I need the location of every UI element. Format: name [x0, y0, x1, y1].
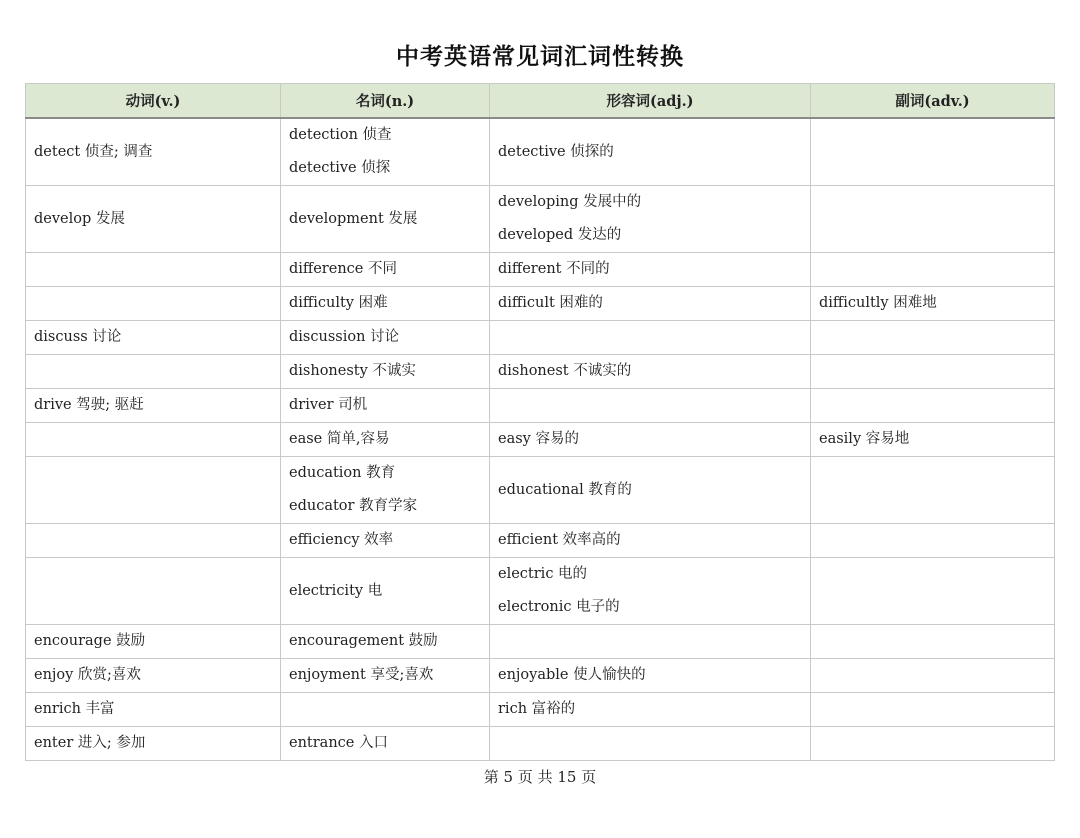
- word-entry: developed 发达的: [498, 227, 622, 243]
- adjective-cell: [490, 625, 811, 659]
- adjective-cell: [490, 558, 811, 625]
- word-entry: discuss 讨论: [34, 329, 122, 345]
- adverb-cell: [811, 727, 1055, 761]
- table-row: [26, 693, 1055, 727]
- verb-cell: [26, 253, 281, 287]
- noun-cell: [281, 287, 490, 321]
- table-row: [26, 727, 1055, 761]
- verb-cell: [26, 118, 281, 186]
- adverb-cell: [811, 186, 1055, 253]
- word-entry: dishonesty 不诚实: [289, 363, 416, 379]
- table-row: [26, 625, 1055, 659]
- verb-cell: [26, 625, 281, 659]
- adjective-cell: [490, 659, 811, 693]
- noun-cell: [281, 457, 490, 524]
- word-entry: detective 侦探的: [498, 143, 614, 160]
- noun-cell: [281, 625, 490, 659]
- verb-cell: [26, 389, 281, 423]
- table-row: [26, 253, 1055, 287]
- adverb-cell: [811, 558, 1055, 625]
- word-entry: different 不同的: [498, 261, 610, 277]
- table-header-row: [26, 84, 1055, 119]
- adjective-cell: [490, 693, 811, 727]
- table-row: [26, 118, 1055, 186]
- word-entry: encourage 鼓励: [34, 633, 146, 649]
- noun-cell: [281, 186, 490, 253]
- word-entry: development 发展: [289, 210, 418, 227]
- word-entry: education 教育: [289, 465, 396, 481]
- noun-cell: [281, 321, 490, 355]
- verb-cell: [26, 423, 281, 457]
- verb-cell: [26, 558, 281, 625]
- verb-cell: [26, 321, 281, 355]
- word-entry: discussion 讨论: [289, 329, 400, 345]
- table-row: [26, 355, 1055, 389]
- verb-cell: [26, 287, 281, 321]
- word-entry: detection 侦查: [289, 127, 392, 143]
- vocabulary-table: [25, 83, 1055, 761]
- table-row: [26, 457, 1055, 524]
- word-entry: enjoyment 享受;喜欢: [289, 667, 434, 683]
- adjective-cell: [490, 389, 811, 423]
- word-entry: detective 侦探: [289, 160, 391, 176]
- verb-cell: [26, 659, 281, 693]
- table-row: [26, 659, 1055, 693]
- verb-cell: [26, 524, 281, 558]
- word-entry: difficulty 困难: [289, 295, 388, 311]
- word-entry: dishonest 不诚实的: [498, 363, 632, 379]
- word-entry: electric 电的: [498, 566, 588, 582]
- verb-cell: [26, 186, 281, 253]
- table-row: [26, 321, 1055, 355]
- adverb-cell: [811, 423, 1055, 457]
- adjective-cell: [490, 727, 811, 761]
- adverb-cell: [811, 118, 1055, 186]
- word-entry: detect 侦查; 调查: [34, 143, 153, 160]
- word-entry: difficultly 困难地: [819, 295, 937, 311]
- page-title: 中考英语常见词汇词性转换: [396, 43, 684, 70]
- adjective-cell: [490, 321, 811, 355]
- noun-cell: [281, 727, 490, 761]
- word-entry: rich 富裕的: [498, 701, 576, 717]
- header-verb: 动词(v.): [26, 84, 281, 119]
- noun-cell: [281, 118, 490, 186]
- table-row: [26, 524, 1055, 558]
- noun-cell: [281, 355, 490, 389]
- noun-cell: [281, 253, 490, 287]
- word-entry: efficiency 效率: [289, 532, 394, 548]
- adjective-cell: [490, 524, 811, 558]
- noun-cell: [281, 659, 490, 693]
- table-row: [26, 423, 1055, 457]
- adverb-cell: [811, 457, 1055, 524]
- word-entry: efficient 效率高的: [498, 532, 621, 548]
- word-entry: enjoyable 使人愉快的: [498, 667, 646, 683]
- noun-cell: [281, 558, 490, 625]
- word-entry: enjoy 欣赏;喜欢: [34, 667, 141, 683]
- noun-cell: [281, 423, 490, 457]
- word-entry: easily 容易地: [819, 431, 910, 447]
- word-entry: enter 进入; 参加: [34, 735, 146, 751]
- table-row: [26, 558, 1055, 625]
- word-entry: entrance 入口: [289, 735, 388, 751]
- table-row: [26, 186, 1055, 253]
- word-entry: encouragement 鼓励: [289, 633, 438, 649]
- adjective-cell: [490, 253, 811, 287]
- adverb-cell: [811, 389, 1055, 423]
- adverb-cell: [811, 524, 1055, 558]
- adverb-cell: [811, 659, 1055, 693]
- word-entry: developing 发展中的: [498, 194, 642, 210]
- header-adjective: 形容词(adj.): [490, 84, 811, 119]
- adjective-cell: [490, 287, 811, 321]
- adverb-cell: [811, 321, 1055, 355]
- adverb-cell: [811, 253, 1055, 287]
- table-row: [26, 287, 1055, 321]
- adjective-cell: [490, 186, 811, 253]
- adjective-cell: [490, 457, 811, 524]
- verb-cell: [26, 457, 281, 524]
- adverb-cell: [811, 355, 1055, 389]
- adverb-cell: [811, 625, 1055, 659]
- adjective-cell: [490, 118, 811, 186]
- word-entry: difference 不同: [289, 261, 397, 277]
- noun-cell: [281, 389, 490, 423]
- adjective-cell: [490, 355, 811, 389]
- word-entry: educational 教育的: [498, 481, 632, 498]
- adverb-cell: [811, 287, 1055, 321]
- header-noun: 名词(n.): [281, 84, 490, 119]
- table-body: [26, 118, 1055, 761]
- verb-cell: [26, 355, 281, 389]
- noun-cell: [281, 693, 490, 727]
- noun-cell: [281, 524, 490, 558]
- header-adverb: 副词(adv.): [811, 84, 1055, 119]
- adverb-cell: [811, 693, 1055, 727]
- word-entry: ease 简单,容易: [289, 431, 390, 447]
- word-entry: difficult 困难的: [498, 295, 603, 311]
- word-entry: educator 教育学家: [289, 498, 418, 514]
- word-entry: easy 容易的: [498, 431, 579, 447]
- word-entry: driver 司机: [289, 397, 368, 413]
- word-entry: enrich 丰富: [34, 701, 115, 717]
- verb-cell: [26, 727, 281, 761]
- adjective-cell: [490, 423, 811, 457]
- word-entry: electronic 电子的: [498, 599, 620, 615]
- word-entry: electricity 电: [289, 582, 383, 599]
- table-row: [26, 389, 1055, 423]
- page-footer: 第 5 页 共 15 页: [483, 768, 597, 786]
- word-entry: drive 驾驶; 驱赶: [34, 397, 144, 413]
- word-entry: develop 发展: [34, 210, 125, 227]
- verb-cell: [26, 693, 281, 727]
